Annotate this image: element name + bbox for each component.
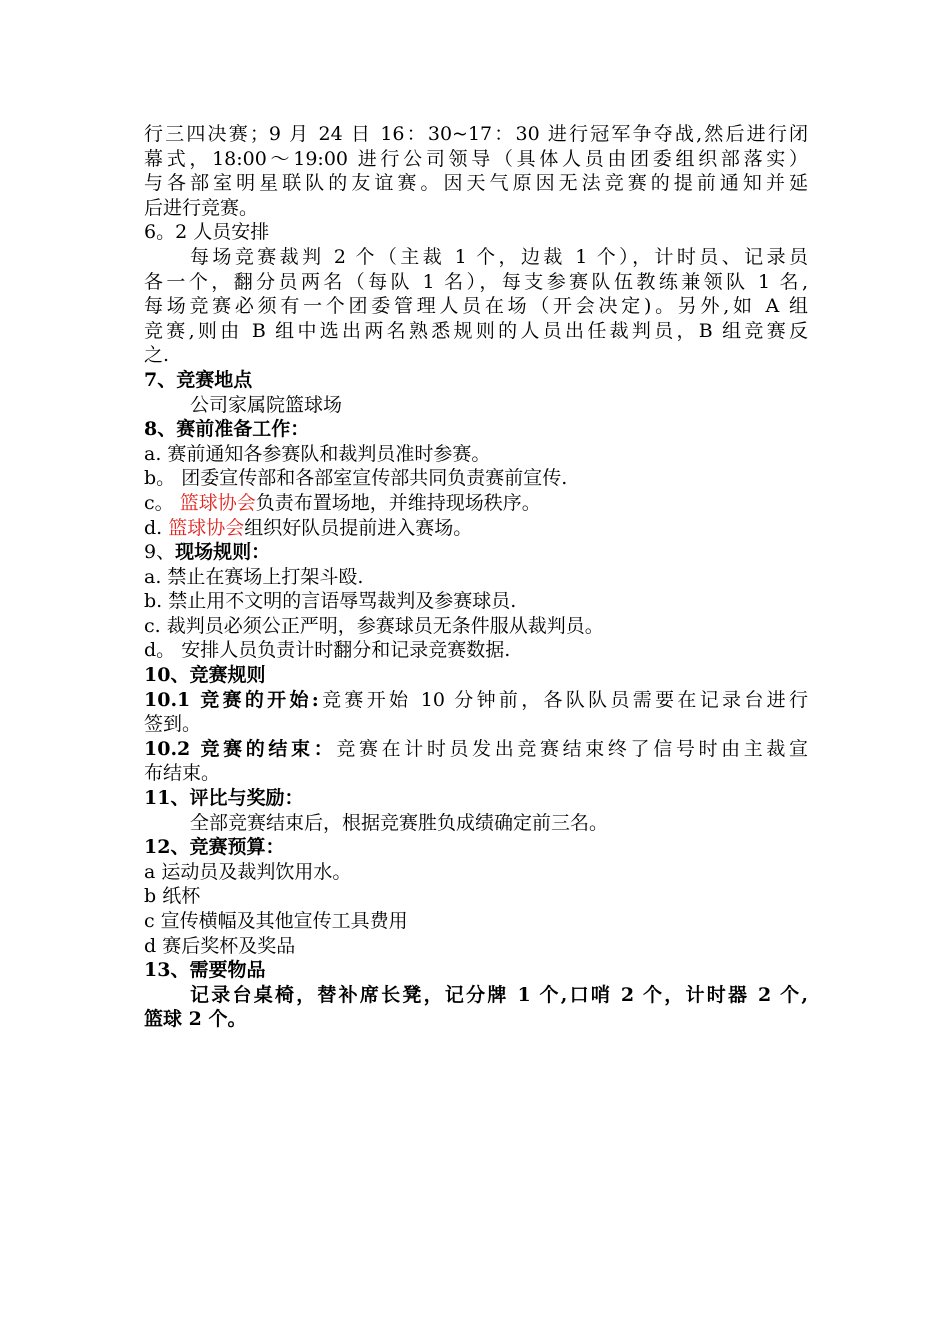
staffing-paragraph-line-3: 每场竞赛必须有一个团委管理人员在场（开会决定)。另外,如 A 组 [144, 295, 808, 318]
preparation-item-d-prefix: d. [144, 516, 169, 539]
rule-10-2-label: 10.2 竞赛的结束： [144, 737, 337, 760]
budget-item-b: b 纸杯 [144, 885, 201, 908]
rule-item-a: a. 禁止在赛场上打架斗殴. [144, 565, 364, 588]
preparation-item-d [144, 516, 808, 541]
schedule-line-3: 与各部室明星联队的友谊赛。因天气原因无法竞赛的提前通知并延 [144, 172, 808, 195]
staffing-paragraph-line-4: 竞赛,则由 B 组中选出两名熟悉规则的人员出任裁判员，B 组竞赛反 [144, 319, 808, 342]
document-page [144, 122, 808, 1032]
staffing-paragraph-line-5: 之. [144, 344, 170, 367]
basketball-association-highlight: 篮球协会 [179, 491, 256, 514]
rule-10-1-continued: 签到。 [144, 713, 202, 736]
rule-10-2 [144, 737, 808, 762]
preparation-item-c-prefix: c。 [144, 491, 180, 514]
awards-text: 全部竞赛结束后，根据竞赛胜负成绩确定前三名。 [190, 811, 609, 834]
preparation-item-c [144, 491, 808, 516]
schedule-line-1: 行三四决赛；9 月 24 日 16：30~17：30 进行冠军争夺战,然后进行闭 [144, 123, 808, 145]
section-12-heading: 12、竞赛预算： [144, 836, 285, 859]
required-items-line-2: 篮球 2 个。 [144, 1008, 247, 1031]
rule-10-2-text: 竞赛在计时员发出竞赛结束终了信号时由主裁宣 [336, 737, 808, 760]
preparation-item-a: a. 赛前通知各参赛队和裁判员准时参赛。 [144, 442, 491, 465]
section-11-heading: 11、评比与奖励： [144, 787, 304, 810]
budget-item-a: a 运动员及裁判饮用水。 [144, 860, 352, 883]
section-9-heading [144, 540, 808, 565]
required-items-line-1: 记录台桌椅，替补席长凳，记分牌 1 个,口哨 2 个，计时器 2 个, [190, 983, 808, 1006]
rule-10-1 [144, 688, 808, 713]
section-8-heading: 8、赛前准备工作： [144, 418, 310, 441]
section-13-heading: 13、需要物品 [144, 959, 266, 982]
rule-10-1-label: 10.1 竞赛的开始: [144, 688, 319, 711]
rule-item-b: b. 禁止用不文明的言语辱骂裁判及参赛球员. [144, 590, 517, 613]
rule-item-d: d。 安排人员负责计时翻分和记录竞赛数据. [144, 639, 511, 662]
rule-10-2-continued: 布结束。 [144, 762, 221, 785]
preparation-item-b: b。 团委宣传部和各部室宣传部共同负责赛前宣传. [144, 467, 568, 490]
staffing-paragraph-line-1: 每场竞赛裁判 2 个（主裁 1 个，边裁 1 个），计时员、记录员 [190, 245, 808, 268]
staffing-paragraph-line-2: 各一个，翻分员两名（每队 1 名），每支参赛队伍教练兼领队 1 名, [144, 270, 808, 293]
venue-text: 公司家属院篮球场 [190, 393, 343, 416]
schedule-line-4: 后进行竞赛。 [144, 196, 259, 219]
section-7-heading: 7、竞赛地点 [144, 368, 253, 391]
basketball-association-highlight: 篮球协会 [168, 516, 245, 539]
section-6-2-heading: 6。2 人员安排 [144, 221, 270, 244]
schedule-line-2: 幕式，18:00～19:00 进行公司领导（具体人员由团委组织部落实） [144, 147, 808, 170]
preparation-item-d-text: 组织好队员提前进入赛场。 [244, 516, 473, 539]
preparation-item-c-text: 负责布置场地，并维持现场秩序。 [255, 491, 541, 514]
section-9-number: 9、 [144, 541, 176, 564]
rule-10-1-text: 竞赛开始 10 分钟前，各队队员需要在记录台进行 [318, 688, 808, 711]
budget-item-c: c 宣传横幅及其他宣传工具费用 [144, 910, 408, 932]
budget-item-d: d 赛后奖杯及奖品 [144, 934, 296, 957]
rule-item-c: c. 裁判员必须公正严明，参赛球员无条件服从裁判员。 [144, 614, 604, 637]
section-10-heading: 10、竞赛规则 [144, 664, 266, 687]
section-9-title: 现场规则： [175, 541, 271, 564]
